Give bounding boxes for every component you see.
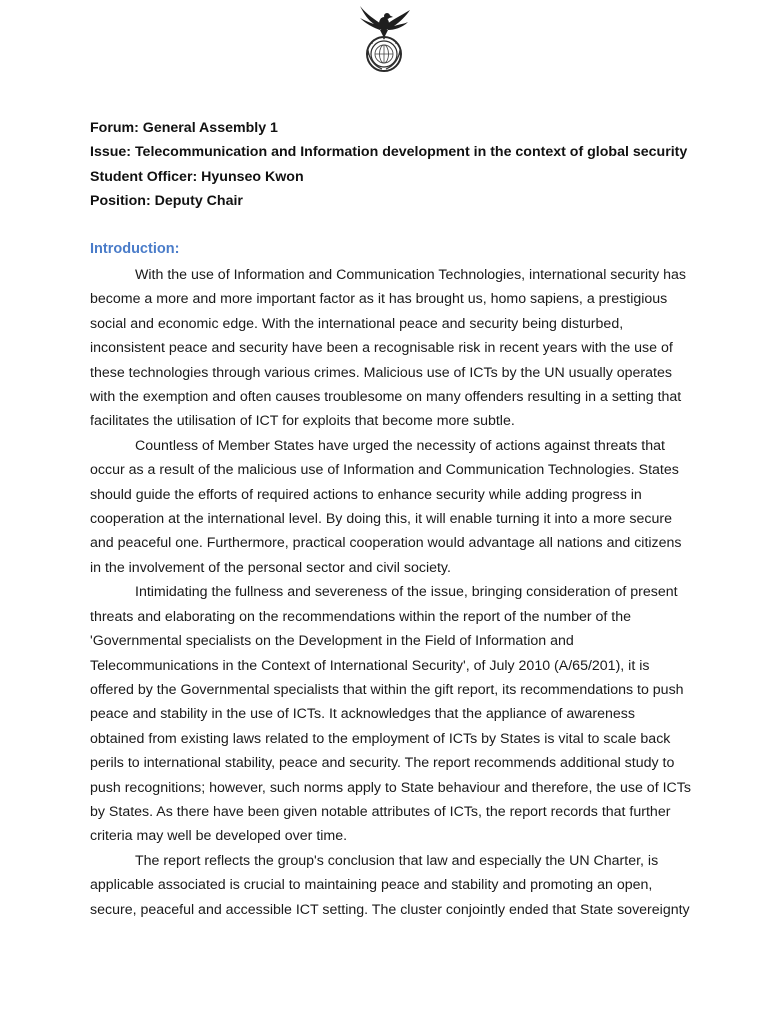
- text-line: With the use of Information and Communication Technologies, international security has: [135, 267, 686, 283]
- text-line: The report reflects the group's conclusion that law and especially the UN Charter, is: [135, 852, 659, 869]
- text-line: secure, peaceful and accessible ICT setting. The cluster conjointly ended that State sovereignty: [90, 901, 690, 918]
- text-line: offered by the Governmental specialists that within the gift report, its recommendations to push: [90, 681, 684, 698]
- text-line: perils to international stability, peace and security. The report recommends additional study to: [90, 755, 675, 772]
- text-line: occur as a result of the malicious use of Information and Communication Technologies. States: [90, 462, 679, 479]
- text-line: Telecommunications in the Context of International Security', of July 2010 (A/65/201), it is: [90, 657, 650, 674]
- text-line: in the involvement of the personal sector and civil society.: [90, 559, 451, 576]
- text-line: facilitates the utilisation of ICT for exploits that become more subtle.: [90, 413, 515, 430]
- student-officer-line: Student Officer: Hyunseo Kwon: [90, 168, 304, 185]
- text-line: these technologies through various crimes. Malicious use of ICTs by the UN usually operates: [90, 364, 672, 381]
- introduction-heading: Introduction:: [90, 241, 180, 257]
- text-line: inconsistent peace and security have been a recognisable risk in recent years with the use of: [90, 340, 673, 357]
- text-line: criteria may well be developed over time.: [90, 828, 348, 845]
- text-line: and peaceful one. Furthermore, practical cooperation would advantage all nations and citizens: [90, 535, 682, 552]
- text-line: social and economic edge. With the international peace and security being disturbed,: [90, 315, 624, 332]
- paragraph: [90, 580, 691, 848]
- document-header: [90, 116, 690, 214]
- forum-line: Forum: General Assembly 1: [90, 120, 278, 136]
- text-line: by States. As there have been given notable attributes of ICTs, the report records that further: [90, 803, 671, 820]
- eagle-globe-emblem-icon: [354, 2, 414, 74]
- paragraph: [90, 849, 690, 922]
- issue-line: Issue: Telecommunication and Information development in the context of global security: [90, 144, 688, 161]
- paragraph: [90, 434, 680, 580]
- paragraph: [90, 263, 686, 434]
- text-line: Countless of Member States have urged the necessity of actions against threats that: [135, 437, 665, 454]
- text-line: should guide the efforts of required actions to enhance security while adding progress in: [90, 486, 642, 503]
- introduction-body: [90, 263, 691, 922]
- text-line: 'Governmental specialists on the Development in the Field of Information and: [90, 633, 574, 650]
- text-line: become a more and more important factor as it has brought us, homo sapiens, a prestigious: [90, 291, 668, 308]
- text-line: push recognitions; however, such norms apply to State behaviour and therefore, the use of ICTs: [90, 779, 691, 796]
- text-line: with the exemption and often causes troublesome on many offenders resulting in a setting that: [90, 389, 682, 406]
- text-line: peace and stability in the use of ICTs. It acknowledges that the appliance of awareness: [90, 706, 635, 723]
- position-line: Position: Deputy Chair: [90, 193, 243, 210]
- text-line: applicable associated is crucial to maintaining peace and stability and promoting an open,: [90, 877, 653, 894]
- text-line: obtained from existing laws related to the employment of ICTs by States is vital to scale back: [90, 730, 671, 747]
- text-line: threats and elaborating on the recommendations within the report of the number of the: [90, 608, 632, 625]
- text-line: cooperation at the international level. By doing this, it will enable turning it into a more secure: [90, 511, 673, 528]
- text-line: Intimidating the fullness and severeness of the issue, bringing consideration of present: [135, 584, 678, 601]
